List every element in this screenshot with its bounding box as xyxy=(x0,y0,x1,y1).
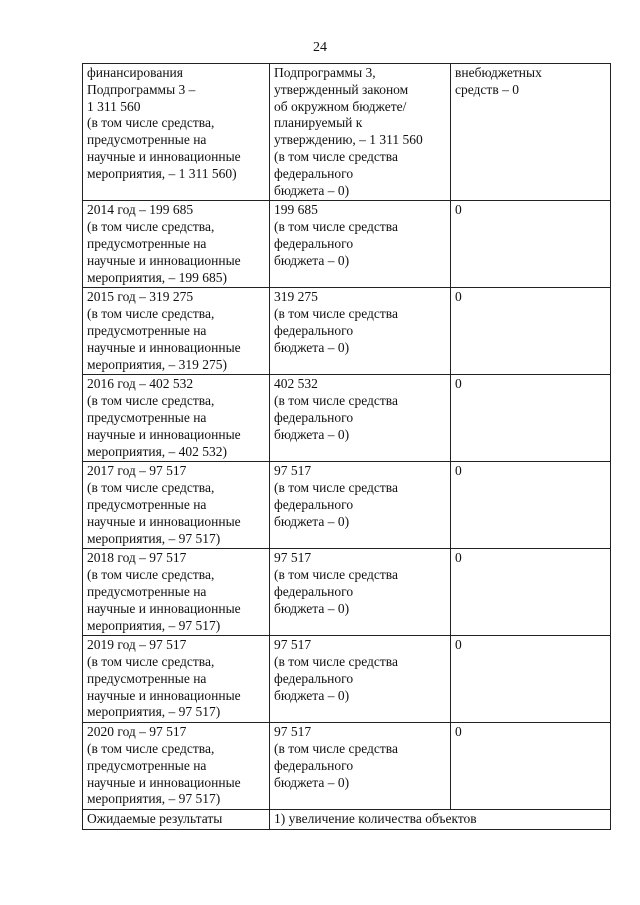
year-funding-cell-line: 2017 год – 97 517 xyxy=(87,463,187,479)
year-budget-cell-line: 199 685 xyxy=(274,202,318,218)
funding-total-cell-line: предусмотренные на xyxy=(87,132,207,148)
year-extrabudget-cell: 0 xyxy=(451,723,611,810)
year-funding-cell-line: мероприятия, – 97 517) xyxy=(87,791,221,807)
year-funding-cell xyxy=(83,462,270,549)
budget-law-cell-line: Подпрограммы 3, xyxy=(274,65,376,80)
table-row xyxy=(83,64,611,201)
year-budget-cell-line: (в том числе средства xyxy=(274,393,398,409)
year-funding-cell xyxy=(83,549,270,636)
year-budget-cell-line: бюджета – 0) xyxy=(274,600,350,616)
year-funding-cell-line: научные и инновационные xyxy=(87,426,241,442)
year-funding-cell-line: научные и инновационные xyxy=(87,600,241,616)
year-funding-cell-line: научные и инновационные xyxy=(87,513,241,529)
year-funding-cell-line: мероприятия, – 402 532) xyxy=(87,443,228,459)
table-row xyxy=(83,810,611,830)
year-budget-cell-line: 97 517 xyxy=(274,637,312,653)
funding-total-cell-line: научные и инновационные xyxy=(87,148,241,164)
year-funding-cell xyxy=(83,636,270,723)
year-funding-cell-line: 2016 год – 402 532 xyxy=(87,376,194,392)
year-funding-cell-line: предусмотренные на xyxy=(87,670,207,686)
year-funding-cell xyxy=(83,375,270,462)
year-funding-cell xyxy=(83,288,270,375)
year-funding-cell-line: научные и инновационные xyxy=(87,687,241,703)
extrabudget-cell xyxy=(451,64,611,201)
year-budget-cell xyxy=(270,549,451,636)
table-row xyxy=(83,723,611,810)
year-budget-cell-line: федерального xyxy=(274,235,354,251)
year-extrabudget-cell: 0 xyxy=(451,549,611,636)
year-funding-cell-line: предусмотренные на xyxy=(87,583,207,599)
year-budget-cell-line: 97 517 xyxy=(274,550,312,566)
year-funding-cell-line: (в том числе средства, xyxy=(87,393,215,409)
funding-table-body xyxy=(83,64,611,830)
year-budget-cell-line: федерального xyxy=(274,583,354,599)
year-budget-cell-line: (в том числе средства xyxy=(274,219,398,235)
budget-law-cell-line: утвержденный законом xyxy=(274,81,409,97)
year-budget-cell-line: (в том числе средства xyxy=(274,654,398,670)
year-funding-cell-line: (в том числе средства, xyxy=(87,480,215,496)
year-budget-cell xyxy=(270,375,451,462)
funding-total-cell-line: 1 311 560 xyxy=(87,98,141,114)
year-budget-cell-line: бюджета – 0) xyxy=(274,252,350,268)
year-extrabudget-cell: 0 xyxy=(451,201,611,288)
year-budget-cell-line: бюджета – 0) xyxy=(274,513,350,529)
table-row xyxy=(83,462,611,549)
funding-total-cell-line: Подпрограммы 3 – xyxy=(87,81,196,97)
year-budget-cell-line: 97 517 xyxy=(274,463,312,479)
year-funding-cell xyxy=(83,723,270,810)
extrabudget-cell-line: внебюджетных xyxy=(455,65,542,80)
year-funding-cell-line: предусмотренные на xyxy=(87,757,207,773)
funding-total-cell-line: (в том числе средства, xyxy=(87,115,215,131)
year-budget-cell-line: бюджета – 0) xyxy=(274,339,350,355)
year-budget-cell-line: федерального xyxy=(274,409,354,425)
year-funding-cell-line: (в том числе средства, xyxy=(87,219,215,235)
year-funding-cell-line: мероприятия, – 319 275) xyxy=(87,356,228,372)
year-budget-cell-line: федерального xyxy=(274,670,354,686)
funding-table xyxy=(82,63,611,830)
year-funding-cell-line: 2014 год – 199 685 xyxy=(87,202,194,218)
expected-results-label: Ожидаемые результаты xyxy=(83,810,270,830)
year-budget-cell-line: бюджета – 0) xyxy=(274,687,350,703)
year-funding-cell-line: мероприятия, – 97 517) xyxy=(87,704,221,720)
funding-total-cell-line: финансирования xyxy=(87,65,183,80)
year-funding-cell-line: 2018 год – 97 517 xyxy=(87,550,187,566)
budget-law-cell-line: об окружном бюджете/ xyxy=(274,98,407,114)
year-funding-cell-line: 2019 год – 97 517 xyxy=(87,637,187,653)
year-budget-cell xyxy=(270,636,451,723)
year-funding-cell-line: научные и инновационные xyxy=(87,252,241,268)
year-budget-cell-line: (в том числе средства xyxy=(274,567,398,583)
budget-law-cell-line: утверждению, – 1 311 560 xyxy=(274,132,423,148)
year-budget-cell-line: федерального xyxy=(274,322,354,338)
table-row xyxy=(83,375,611,462)
funding-total-cell xyxy=(83,64,270,201)
budget-law-cell-line: федерального xyxy=(274,165,354,181)
year-funding-cell-line: научные и инновационные xyxy=(87,774,241,790)
year-budget-cell-line: федерального xyxy=(274,496,354,512)
year-funding-cell-line: мероприятия, – 97 517) xyxy=(87,617,221,633)
year-extrabudget-cell: 0 xyxy=(451,288,611,375)
year-budget-cell-line: (в том числе средства xyxy=(274,306,398,322)
year-funding-cell-line: (в том числе средства, xyxy=(87,306,215,322)
budget-law-cell-line: (в том числе средства xyxy=(274,148,398,164)
table-row xyxy=(83,288,611,375)
year-funding-cell-line: (в том числе средства, xyxy=(87,567,215,583)
expected-results-text: 1) увеличение количества объектов xyxy=(270,810,611,830)
year-extrabudget-cell: 0 xyxy=(451,462,611,549)
year-funding-cell-line: (в том числе средства, xyxy=(87,741,215,757)
year-budget-cell xyxy=(270,462,451,549)
year-funding-cell xyxy=(83,201,270,288)
year-budget-cell xyxy=(270,288,451,375)
year-funding-cell-line: мероприятия, – 199 685) xyxy=(87,269,228,285)
budget-law-cell xyxy=(270,64,451,201)
year-budget-cell xyxy=(270,723,451,810)
year-budget-cell-line: бюджета – 0) xyxy=(274,426,350,442)
year-budget-cell-line: 402 532 xyxy=(274,376,318,392)
year-budget-cell xyxy=(270,201,451,288)
budget-law-cell-line: бюджета – 0) xyxy=(274,182,350,198)
table-row xyxy=(83,636,611,723)
year-budget-cell-line: 97 517 xyxy=(274,724,312,740)
extrabudget-cell-line: средств – 0 xyxy=(455,81,519,97)
table-row xyxy=(83,549,611,636)
year-funding-cell-line: 2020 год – 97 517 xyxy=(87,724,187,740)
page-number: 24 xyxy=(313,40,327,55)
year-budget-cell-line: (в том числе средства xyxy=(274,741,398,757)
year-funding-cell-line: 2015 год – 319 275 xyxy=(87,289,194,305)
year-funding-cell-line: мероприятия, – 97 517) xyxy=(87,530,221,546)
year-funding-cell-line: (в том числе средства, xyxy=(87,654,215,670)
year-extrabudget-cell: 0 xyxy=(451,375,611,462)
year-budget-cell-line: бюджета – 0) xyxy=(274,774,350,790)
year-budget-cell-line: федерального xyxy=(274,757,354,773)
year-funding-cell-line: научные и инновационные xyxy=(87,339,241,355)
year-funding-cell-line: предусмотренные на xyxy=(87,235,207,251)
year-budget-cell-line: 319 275 xyxy=(274,289,318,305)
year-extrabudget-cell: 0 xyxy=(451,636,611,723)
year-funding-cell-line: предусмотренные на xyxy=(87,496,207,512)
budget-law-cell-line: планируемый к xyxy=(274,115,363,131)
year-funding-cell-line: предусмотренные на xyxy=(87,409,207,425)
year-funding-cell-line: предусмотренные на xyxy=(87,322,207,338)
funding-total-cell-line: мероприятия, – 1 311 560) xyxy=(87,165,237,181)
table-row xyxy=(83,201,611,288)
year-budget-cell-line: (в том числе средства xyxy=(274,480,398,496)
